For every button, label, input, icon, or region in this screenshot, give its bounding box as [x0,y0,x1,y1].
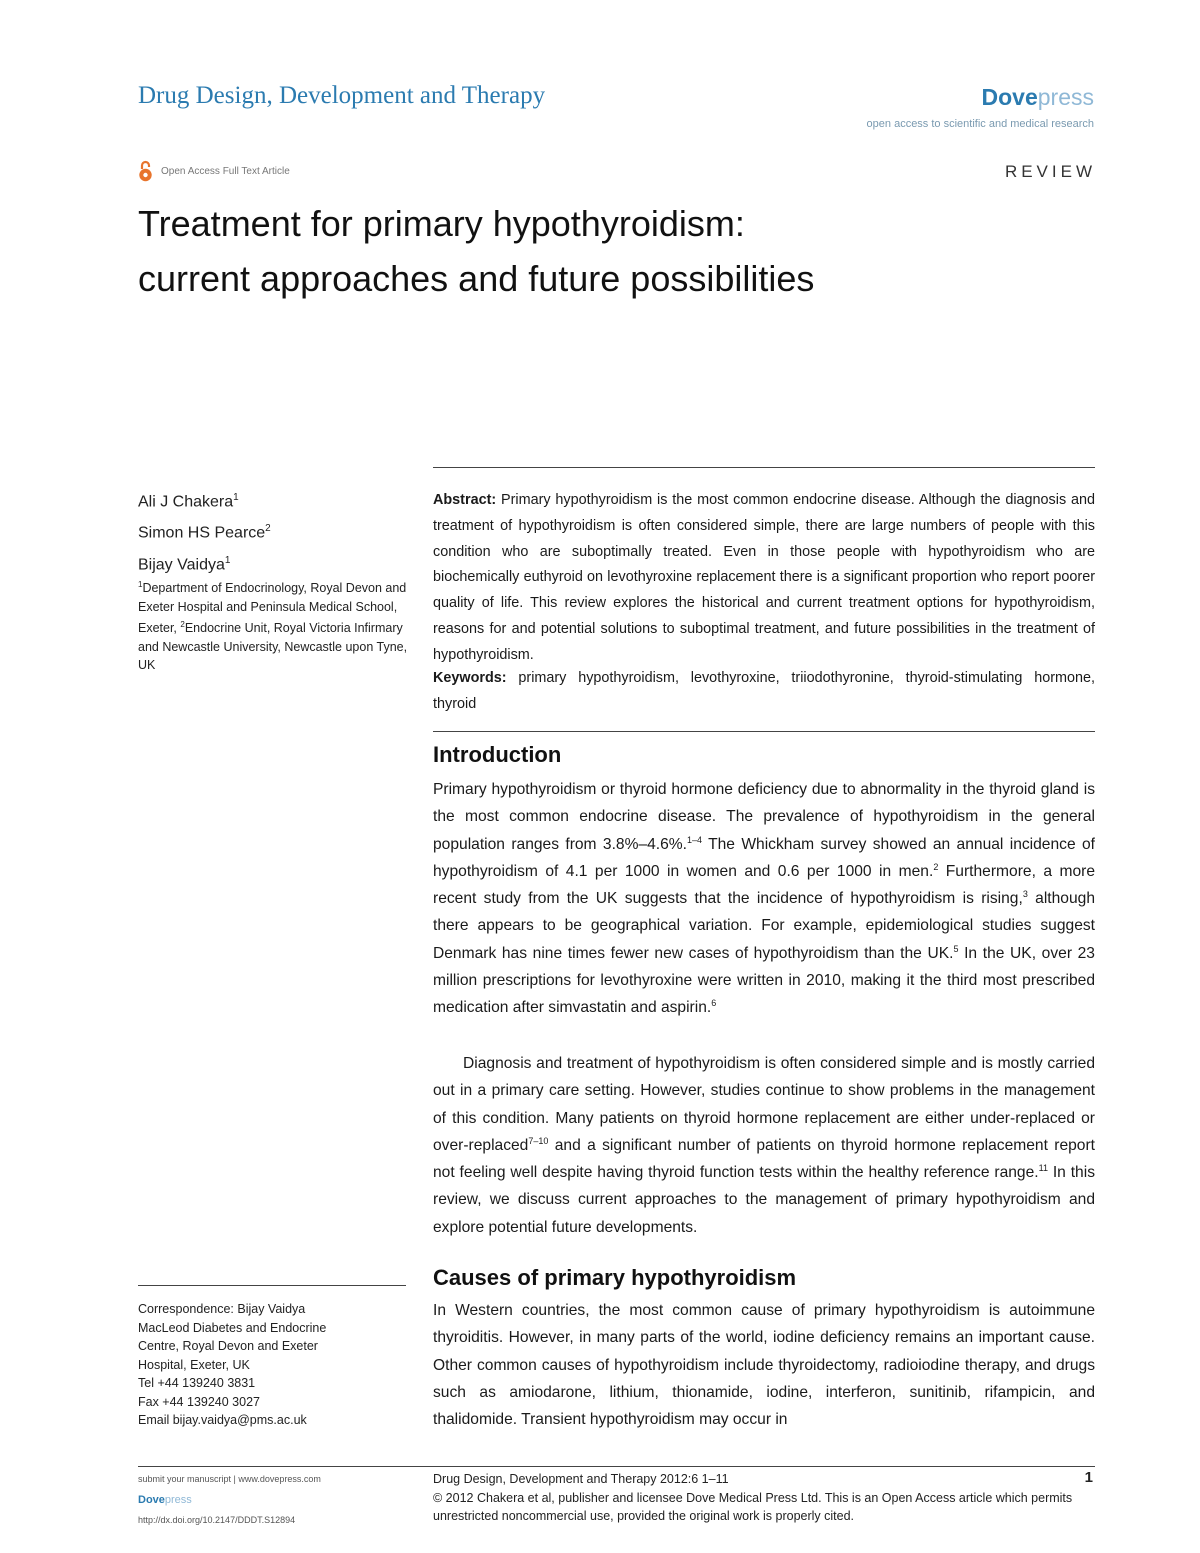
submit-manuscript-link[interactable]: submit your manuscript | www.dovepress.com [138,1474,321,1484]
dovepress-logo: Dovepress [981,84,1094,110]
title-line-1: Treatment for primary hypothyroidism: [138,203,745,244]
author: Bijay Vaidya$^1$ [138,554,231,573]
correspondence: Correspondence: Bijay Vaidya MacLeod Diabetes and Endocrine Centre, Royal Devon and Exeter Hospital, Exeter, UK Tel +44 139240 3831 Fax +44 139240 3027 Email bijay.vaidya@pms.ac.uk [138,1300,408,1430]
footer-rule [138,1466,1095,1467]
page-number: 1 [1084,1469,1093,1486]
author: Ali J Chakera$^1$ [138,492,239,511]
email-link[interactable]: Email bijay.vaidya@pms.ac.uk [138,1413,307,1427]
doi-link[interactable]: http://dx.doi.org/10.2147/DDDT.S12894 [138,1515,296,1525]
keywords: Keywords: primary hypothyroidism, levothyroxine, triiodothyronine, thyroid-stimulating hormone, thyroid [433,670,1095,712]
open-access-lock-icon [138,160,153,182]
abstract: Abstract: Primary hypothyroidism is the most common endocrine disease. Although the diagnosis and treatment of hypothyroidism is often considered simple, there are large numbers of people with this condition who are suboptimally treated. Even in those people with hypothyroidism who are biochemically euthyroid on levothyroxine replacement there is a significant proportion who report poorer quality of life. This review explores the historical and current treatment options for hypothyroidism, reasons for and potential solutions to suboptimal treatment, and future possibilities in the treatment of hypothyroidism. [433,492,1095,663]
correspondence-rule [138,1285,406,1286]
author-list [138,484,408,578]
article-title [138,196,1088,306]
causes-paragraph: In Western countries, the most common cause of primary hypothyroidism is autoimmune thyroiditis. However, in many parts of the world, iodine deficiency remains an important cause. Other common causes of hypothyroidism include thyroidectomy, radioiodine therapy, and drugs such as amiodarone, lithium, thionamide, iodine, interferon, sunitinib, rifampicin, and thalidomide. Transient hypothyroidism may occur in [433,1302,1095,1429]
footer-citation [433,1470,1095,1526]
section-heading-causes: Causes of primary hypothyroidism [433,1265,797,1290]
section-heading-introduction: Introduction [433,742,562,767]
footer-dovepress-logo: Dovepress [138,1494,192,1506]
license-text: © 2012 Chakera et al, publisher and licensee Dove Medical Press Ltd. This is an Open Access article which permits unrestricted noncommercial use, provided the original work is properly cited. [433,1490,1073,1523]
intro-paragraph-2: Diagnosis and treatment of hypothyroidism is often considered simple and is mostly carried out in a primary care setting. However, studies continue to show problems in the management of this condition. Many patients on thyroid hormone replacement are either under-replaced or over-replaced$^{7-10}$ and a significant number of patients on thyroid hormone replacement report not feeling well despite having thyroid function tests within the healthy reference range.$^{11}$ In this review, we discuss current approaches to the management of primary hypothyroidism and explore potential future developments. [433,1055,1095,1236]
open-access-label: Open Access Full Text Article [161,165,290,177]
citation-line: Drug Design, Development and Therapy 2012:6 1–11 [433,1472,729,1486]
abstract-bottom-rule [433,731,1095,732]
affiliations: $^1$Department of Endocrinology, Royal Devon and Exeter Hospital and Peninsula Medical School, Exeter, $^2$Endocrine Unit, Royal Victoria Infirmary and Newcastle University, Newcastle upon Tyne, UK [138,580,408,673]
abstract-top-rule [433,467,1095,468]
open-access-badge [138,160,290,182]
intro-paragraph-1: Primary hypothyroidism or thyroid hormone deficiency due to abnormality in the thyroid gland is the most common endocrine disease. The prevalence of hypothyroidism in the general population ranges from 3.8%–4.6%.$^{1-4}$ The Whickham survey showed an annual incidence of hypothyroidism of 4.1 per 1000 in women and 0.6 per 1000 in men.$^2$ Furthermore, a more recent study from the UK suggests that the incidence of hypothyroidism is rising,$^3$ although there appears to be geographical variation. For example, epidemiological studies suggest Denmark has nine times fewer new cases of hypothyroidism than the UK.$^5$ In the UK, over 23 million prescriptions for levothyroxine were written in 2010, making it the third most prescribed medication after simvastatin and aspirin.$^6$ [433,781,1095,1017]
author: Simon HS Pearce$^2$ [138,523,271,542]
tagline: open access to scientific and medical research [866,118,1094,130]
title-line-2: current approaches and future possibilities [138,258,815,299]
article-type: REVIEW [1004,162,1096,181]
journal-title: Drug Design, Development and Therapy [138,82,546,109]
